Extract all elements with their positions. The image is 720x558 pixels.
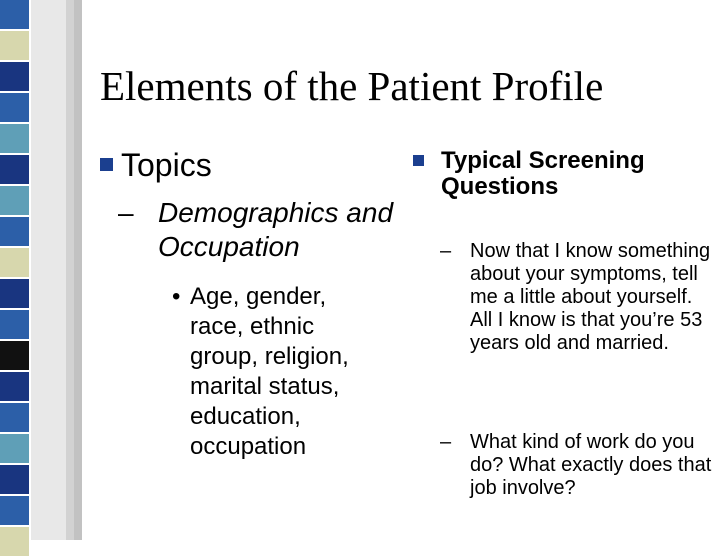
- decorative-square: [0, 434, 31, 465]
- decorative-square: [0, 341, 31, 372]
- decorative-square: [0, 217, 31, 248]
- dot-bullet-icon: •: [172, 283, 181, 310]
- decorative-square: [0, 155, 31, 186]
- dash-bullet-icon: –: [440, 431, 452, 453]
- right-sub-bullet-label: Now that I know something about your symptoms, tell me a little about yourself. All I know is that you’re 53 years old and married.: [470, 240, 711, 354]
- decorative-square: [0, 465, 31, 496]
- decorative-square: [0, 0, 31, 31]
- decorative-square: [0, 124, 31, 155]
- decorative-square: [0, 310, 31, 341]
- decorative-square: [0, 186, 31, 217]
- left-bullet-label: Topics: [121, 147, 212, 183]
- left-decorative-strip: [0, 0, 82, 540]
- left-sub-bullet-label: Demographics and Occupation: [158, 197, 394, 262]
- dash-bullet-icon: –: [118, 197, 134, 228]
- decorative-squares: [0, 0, 31, 540]
- decorative-square: [0, 527, 31, 558]
- right-sub-bullet-1: [440, 240, 715, 355]
- right-sub-bullet-2: [440, 431, 715, 500]
- right-bullet-label: Typical Screening Questions: [441, 147, 645, 200]
- left-sub-bullet: [118, 196, 408, 264]
- dash-bullet-icon: –: [440, 240, 452, 262]
- left-subsub-bullet: [172, 282, 382, 462]
- decorative-square: [0, 279, 31, 310]
- decorative-square: [0, 248, 31, 279]
- square-bullet-icon: [413, 155, 424, 166]
- decorative-square: [0, 372, 31, 403]
- decorative-square: [0, 31, 31, 62]
- decorative-square: [0, 62, 31, 93]
- decorative-square: [0, 93, 31, 124]
- decorative-square: [0, 496, 31, 527]
- left-bullet-topics: [100, 146, 212, 184]
- left-subsub-bullet-label: Age, gender, race, ethnic group, religion, marital status, education, occupation: [190, 283, 349, 460]
- square-bullet-icon: [100, 158, 113, 171]
- right-sub-bullet-label: What kind of work do you do? What exactly does that job involve?: [470, 431, 712, 499]
- decorative-square: [0, 403, 31, 434]
- slide-title: Elements of the Patient Profile: [100, 63, 604, 109]
- right-bullet-questions: [413, 148, 713, 200]
